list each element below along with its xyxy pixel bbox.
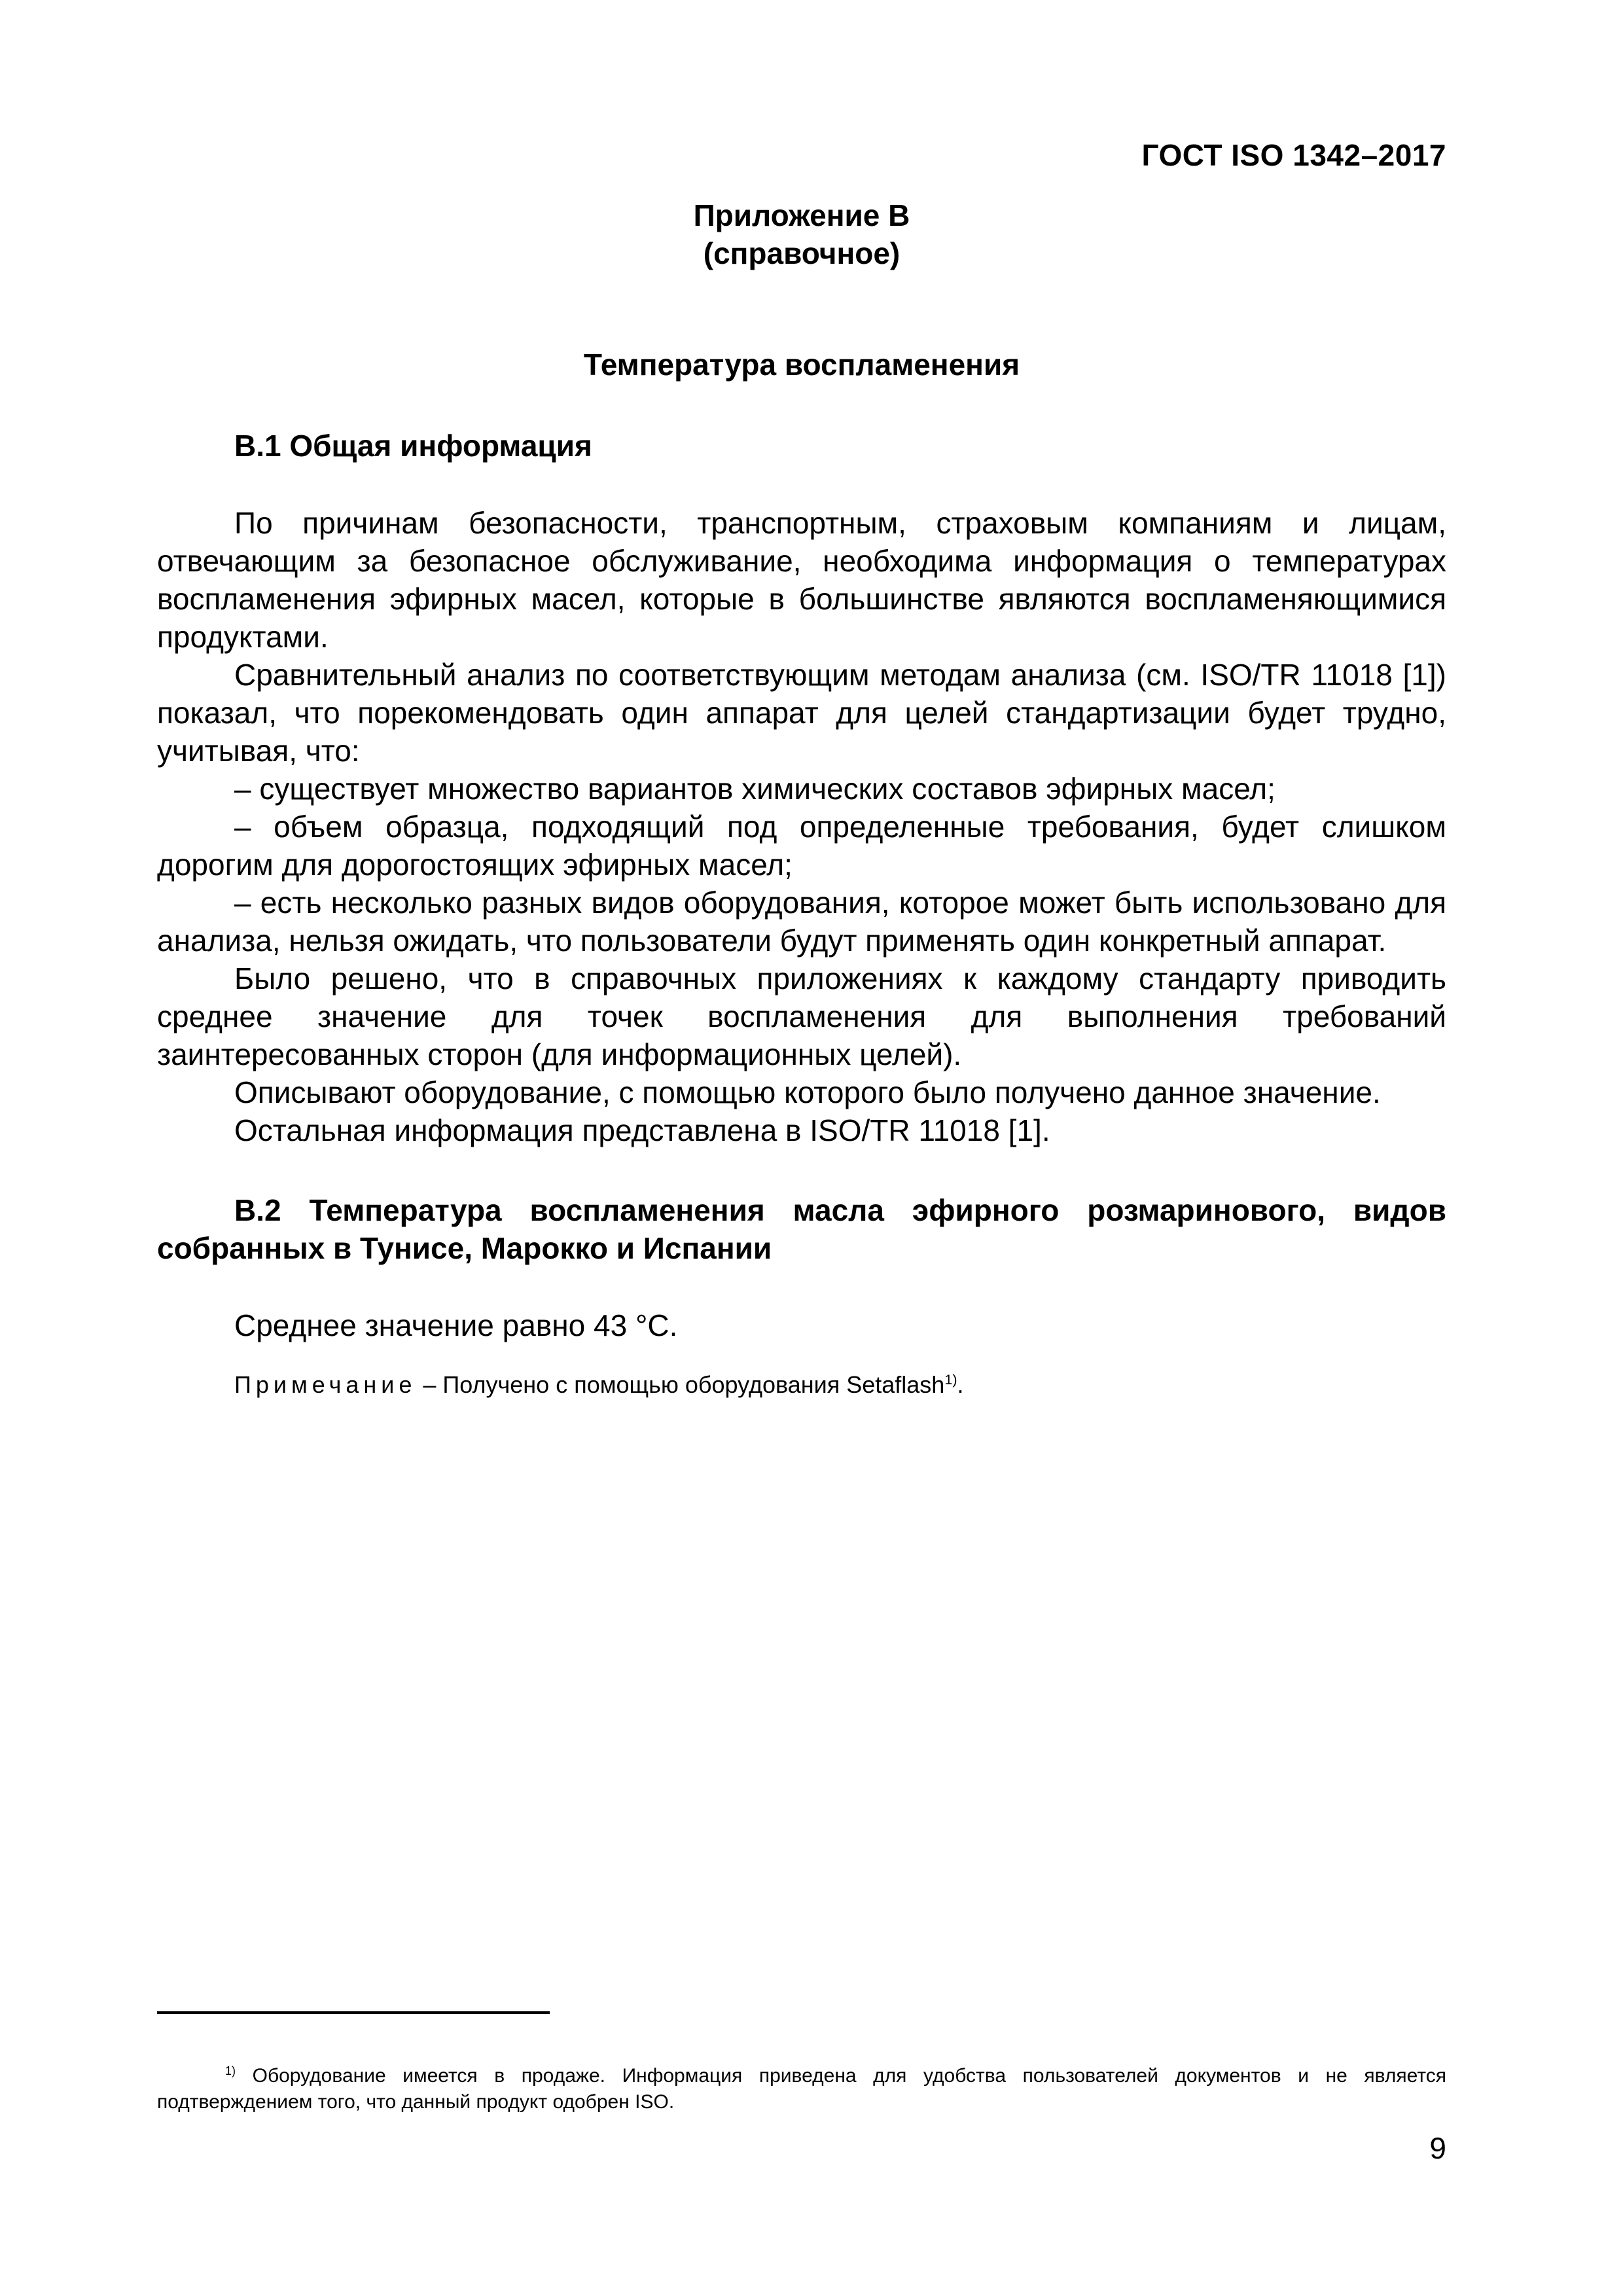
standard-code: ГОСТ ISO 1342–2017 <box>1141 138 1446 172</box>
note-label: Примечание <box>234 1371 417 1398</box>
mean-value-text: Среднее значение равно 43 °С. <box>234 1308 678 1342</box>
footnote <box>157 2063 1446 2115</box>
note <box>157 1369 1446 1401</box>
section-2-title: В.2 Температура воспламенения масла эфирного розмаринового, видов собранных в Тунисе, Марокко и Испании <box>157 1193 1446 1265</box>
footnote-reference[interactable]: 1) <box>944 1371 957 1388</box>
list-item: – существует множество вариантов химических составов эфирных масел; <box>234 772 1275 806</box>
annex-title: Приложение В <box>693 198 910 232</box>
main-content <box>157 427 1446 1401</box>
note-end: . <box>957 1371 964 1398</box>
annex-heading: Температура воспламенения <box>583 348 1020 382</box>
paragraph: По причинам безопасности, транспортным, страховым компаниям и лицам, отвечающим за безопасное обслуживание, необходима информация о температурах воспламенения эфирных масел, которые в большинстве являются воспламеняющимися продуктами. <box>157 506 1446 654</box>
footnote-divider <box>157 2011 550 2014</box>
list-item: – объем образца, подходящий под определенные требования, будет слишком дорогим для дорогостоящих эфирных масел; <box>157 810 1446 882</box>
footnote-text: Оборудование имеется в продаже. Информация приведена для удобства пользователей документов и не является подтверждением того, что данный продукт одобрен ISO. <box>157 2065 1446 2113</box>
annex-type: (справочное) <box>703 236 901 270</box>
page-number: 9 <box>1429 2131 1446 2165</box>
note-text: – Получено с помощью оборудования Setaflash <box>416 1371 945 1398</box>
paragraph: Описывают оборудование, с помощью которого было получено данное значение. <box>234 1075 1381 1109</box>
paragraph: Было решено, что в справочных приложениях к каждому стандарту приводить среднее значение для точек воспламенения для выполнения требований заинтересованных сторон (для информационных целей). <box>157 961 1446 1071</box>
annex-title-block <box>0 196 1603 272</box>
section-1-title: В.1 Общая информация <box>234 429 592 463</box>
list-item: – есть несколько разных видов оборудования, которое может быть использовано для анализа, нельзя ожидать, что пользователи будут применять один конкретный аппарат. <box>157 886 1446 958</box>
paragraph: Сравнительный анализ по соответствующим методам анализа (см. ISO/TR 11018 [1]) показал, что порекомендовать один аппарат для целей стандартизации будет трудно, учитывая, что: <box>157 658 1446 768</box>
paragraph: Остальная информация представлена в ISO/TR 11018 [1]. <box>234 1113 1050 1147</box>
footnote-marker: 1) <box>225 2064 236 2077</box>
